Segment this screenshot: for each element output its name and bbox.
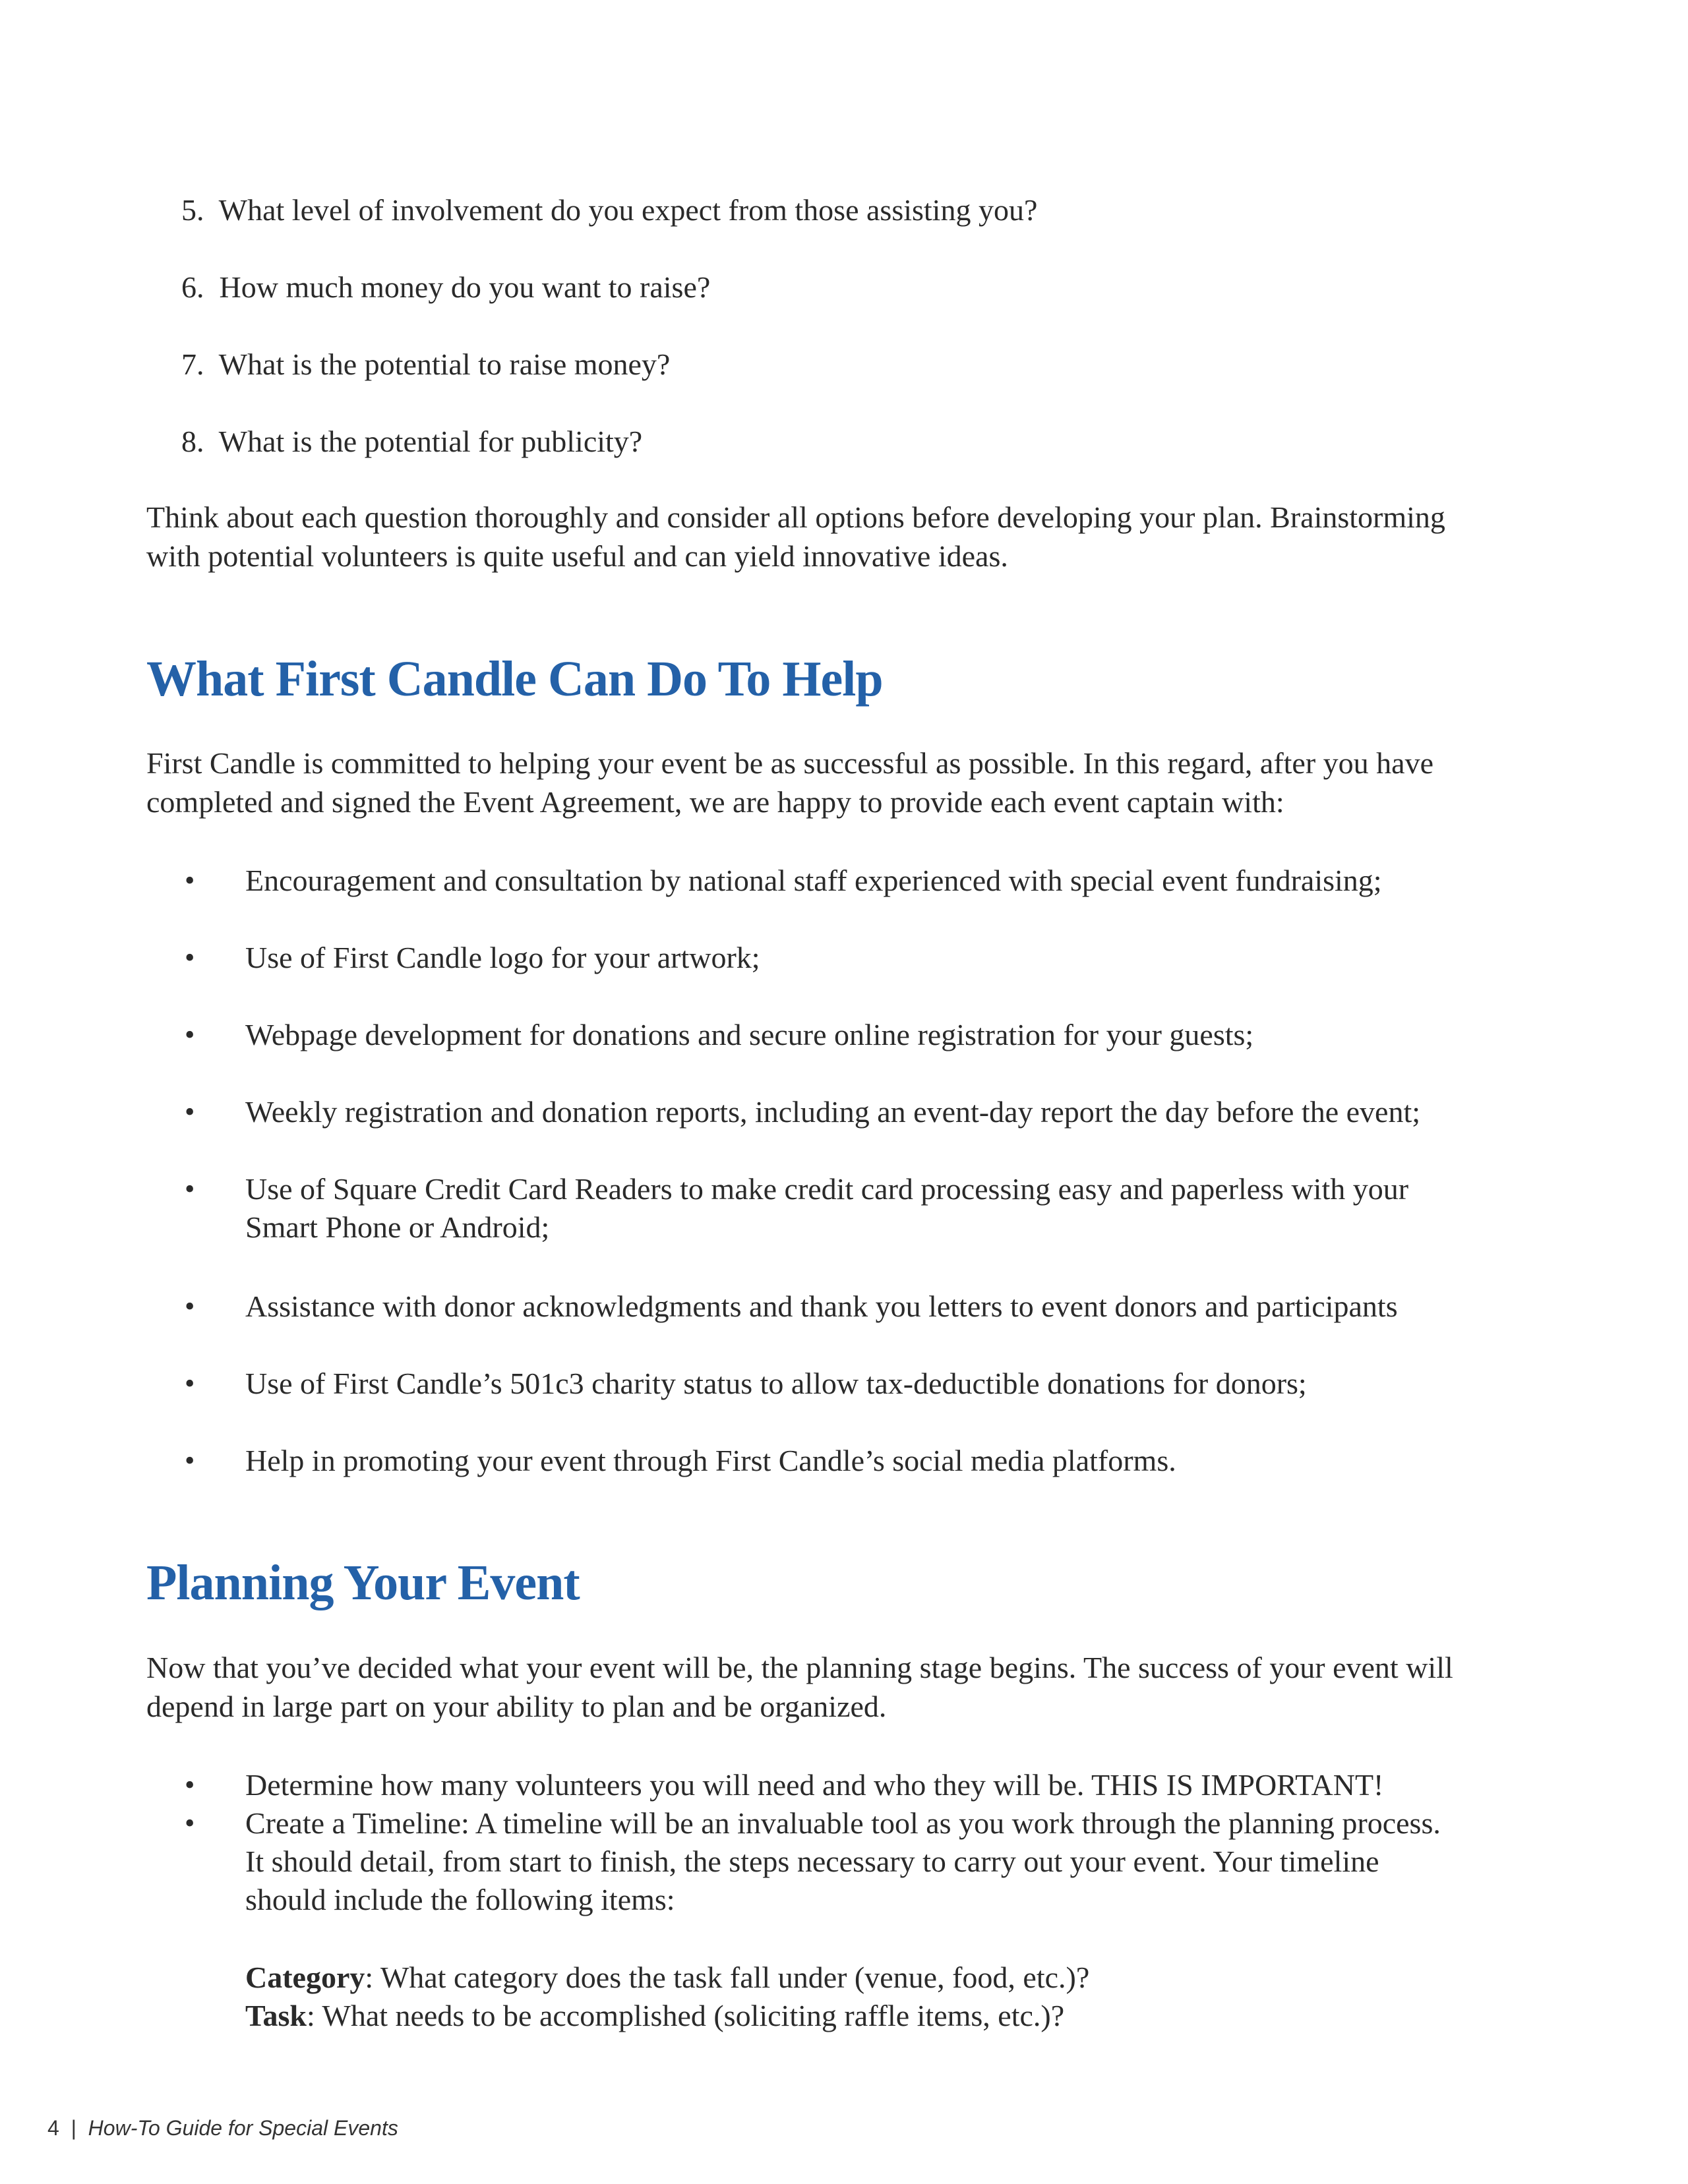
question-number: 6. [181,270,204,304]
help-bullet-item [185,862,1569,900]
help-bullet-item [185,1287,1569,1326]
bullet-icon: • [185,1018,195,1051]
bullet-icon: • [185,864,195,897]
question-text: How much money do you want to raise? [219,270,711,304]
planning-paragraph [146,1648,1564,1726]
help-paragraph-line-1: First Candle is committed to helping your event be as successful as possible. In this regard, after you have [146,746,1433,780]
help-paragraph-line-2: completed and signed the Event Agreement, we are happy to provide each event captain with: [146,785,1284,819]
bullet-text: Webpage development for donations and secure online registration for your guests; [245,1018,1254,1051]
help-bullet-item [185,1365,1569,1403]
bullet-text-line-1: Use of Square Credit Card Readers to make credit card processing easy and paperless with your [245,1172,1409,1206]
bullet-text [245,1804,1569,1919]
bullet-text: Encouragement and consultation by national staff experienced with special event fundraising; [245,864,1382,897]
bullet-text: Determine how many volunteers you will need and who they will be. THIS IS IMPORTANT! [245,1768,1384,1802]
bullet-text-line-1: Create a Timeline: A timeline will be an invaluable tool as you work through the planning process. [245,1806,1441,1840]
help-bullet-item [185,1093,1569,1131]
question-item [181,268,710,307]
bullet-text-line-2: It should detail, from start to finish, the steps necessary to carry out your event. Your timeline [245,1845,1379,1878]
intro-line-1: Think about each question thoroughly and consider all options before developing your plan. Brainstorming [146,500,1445,534]
planning-paragraph-line-2: depend in large part on your ability to plan and be organized. [146,1690,887,1723]
intro-line-2: with potential volunteers is quite useful and can yield innovative ideas. [146,539,1008,573]
bullet-text: Weekly registration and donation reports, including an event-day report the day before the event; [245,1095,1421,1129]
help-bullet-item [185,1170,1569,1247]
bullet-icon: • [185,1769,195,1801]
timeline-description: : What category does the task fall under (venue, food, etc.)? [365,1961,1090,1994]
planning-bullet-item [185,1766,1569,1804]
bullet-text: Help in promoting your event through First Candle’s social media platforms. [245,1444,1176,1477]
question-number: 8. [181,425,204,458]
bullet-text: Use of First Candle’s 501c3 charity status to allow tax-deductible donations for donors; [245,1367,1307,1400]
bullet-icon: • [185,1367,195,1400]
question-item [181,345,670,384]
question-text: What is the potential to raise money? [218,347,671,381]
section-heading-help: What First Candle Can Do To Help [146,651,883,707]
bullet-icon: • [185,1290,195,1322]
planning-paragraph-line-1: Now that you’ve decided what your event will be, the planning stage begins. The success of your event will [146,1651,1453,1684]
question-item [181,191,1037,229]
footer-title: How-To Guide for Special Events [88,2116,398,2140]
bullet-text-line-2: Smart Phone or Android; [245,1210,550,1244]
footer-separator: | [71,2116,76,2140]
question-text: What level of involvement do you expect from those assisting you? [218,193,1038,227]
page-footer [47,2115,398,2141]
question-item [181,423,642,461]
planning-bullet-item [185,1804,1569,1919]
bullet-icon: • [185,1807,195,1839]
help-bullet-item [185,1016,1569,1054]
question-number: 7. [181,347,204,381]
timeline-item-task [245,1997,1064,2035]
question-number: 5. [181,193,204,227]
timeline-term: Task [245,1999,307,2032]
question-text: What is the potential for publicity? [218,425,643,458]
bullet-icon: • [185,1444,195,1477]
timeline-term: Category [245,1961,365,1994]
help-bullet-item [185,939,1569,977]
timeline-description: : What needs to be accomplished (soliciting raffle items, etc.)? [306,1999,1065,2032]
bullet-text-line-3: should include the following items: [245,1883,675,1916]
bullet-icon: • [185,1173,195,1205]
bullet-icon: • [185,941,195,974]
help-paragraph [146,744,1564,821]
page-number: 4 [47,2116,59,2140]
bullet-text [245,1170,1569,1247]
bullet-text: Assistance with donor acknowledgments and thank you letters to event donors and participants [245,1289,1398,1323]
intro-paragraph [146,498,1564,576]
bullet-icon: • [185,1096,195,1128]
help-bullet-item [185,1442,1569,1480]
bullet-text: Use of First Candle logo for your artwork; [245,941,760,974]
timeline-item-category [245,1959,1089,1997]
section-heading-planning: Planning Your Event [146,1555,580,1610]
